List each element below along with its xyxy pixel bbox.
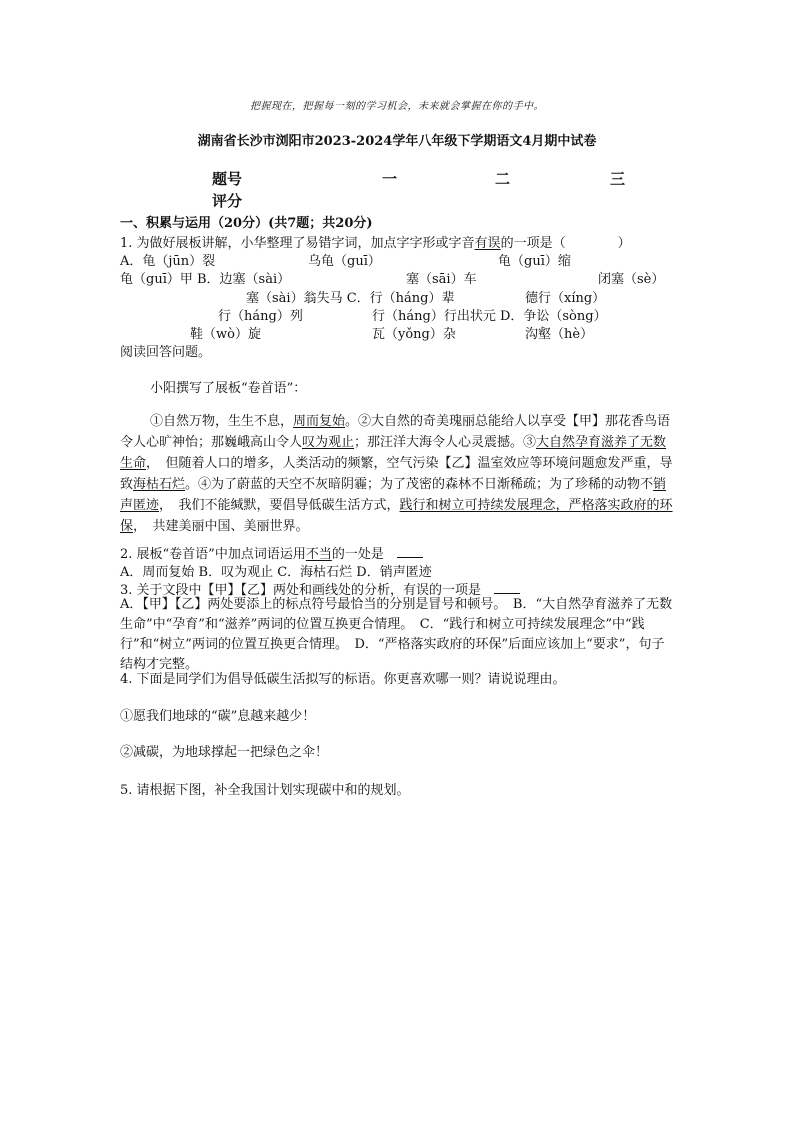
passage-seg-7: ， 共建美丽中国、美丽世界。 [133,519,309,534]
q1-option-c-1: 塞（sài）翁失马 C．行（háng）辈 [246,291,455,306]
q1-option-a-2: 乌龟（guī） [308,254,381,269]
q1-option-a-1: A．龟（jūn）裂 [120,254,216,269]
passage-underline-1: 周而复始 [293,414,346,429]
passage-underline-5: 销声匿迹 [120,477,667,513]
score-row-score: 评分 [212,192,243,210]
passage-seg-6: ， 我们不能缄默，要倡导低碳生活方式， [159,498,400,513]
passage-text [120,411,674,537]
q4-stem: 4. 下面是同学们为倡导低碳生活拟写的标语。你更喜欢哪一则？请说说理由。 [120,672,566,687]
score-col-1: 一 [382,170,398,188]
q1-option-d-3: 瓦（yǒng）杂 [372,327,456,342]
q2-stem [120,543,423,562]
passage-seg-1: ①自然万物，生生不息， [150,414,294,429]
q2-stem-a: 2. 展板“卷首语”中加点词语运用 [120,547,306,562]
passage-underline-3: 大自然孕育滋养了无数生命 [120,435,667,471]
q1-option-d-1: 行（háng）行出状元 D．争讼（sòng） [372,309,607,324]
q3-options: A．【甲】【乙】两处要添上的标点符号最恰当的分别是冒号和顿号。 B．“大自然孕育滋养了无数生命”中“孕育”和“滋养”两词的位置互换更合情理。 C．“践行和树立可持续发展理念”中“践行”和“树立”两词的位置互换更合情理。 D．“严格落实政府的环保”后面应该加上“要求”，句子结构才完整。 [120,597,673,672]
q1-option-d-4: 沟壑（hè） [525,327,594,342]
q2-options: A．周而复始 B．叹为观止 C．海枯石烂 D．销声匿迹 [120,565,432,580]
q2-answer-blank [397,545,423,558]
exam-title: 湖南省长沙市浏阳市2023-2024学年八年级下学期语文4月期中试卷 [197,134,597,149]
q1-option-b-1: 龟（guī）甲 B．边塞（sài） [120,272,291,287]
passage-seg-4: ， 但随着人口的增多，人类活动的频繁，空气污染【乙】温室效应等环境问题愈发严重，导致 [120,456,673,492]
score-col-2: 二 [495,170,511,188]
passage-seg-3: ；那汪洋大海令人心灵震撼。③ [354,435,537,450]
score-col-3: 三 [610,170,626,188]
q1-option-c-2: 德行（xíng） [525,291,606,306]
passage-underline-2: 叹为观止 [302,435,355,450]
score-row-label: 题号 [212,170,243,188]
q1-option-a-3: 龟（guī）缩 [498,254,571,269]
q1-option-b-3: 闭塞（sè） [598,272,665,287]
passage-seg-5: 。④为了蔚蓝的天空不灰暗阴霾；为了茂密的森林不日渐稀疏；为了珍稀的动物不 [185,477,654,492]
q5-stem: 5. 请根据下图，补全我国计划实现碳中和的规划。 [120,783,410,798]
section-1-heading: 一、积累与运用（20分）(共7题；共20分) [120,216,373,231]
q1-stem-b: 的一项是（ ） [500,236,631,251]
q1-stem-a: 1. 为做好展板讲解，小华整理了易错字词，加点字字形或字音 [120,236,475,251]
q4-slogan-2: ②减碳，为地球撑起一把绿色之伞！ [120,745,329,760]
q1-stem [120,232,631,251]
q1-option-c-3: 行（háng）列 [218,309,303,324]
page-motto: 把握现在，把握每一刻的学习机会，未来就会掌握在你的手中。 [250,101,544,112]
q4-slogan-1: ①愿我们地球的“碳”息越来越少！ [120,709,316,724]
q1-option-b-2: 塞（sāi）车 [406,272,477,287]
q3-stem-text: 3. 关于文段中【甲】【乙】两处和画线处的分析，有误的一项是 [120,583,495,598]
passage-seg-2: 。②大自然的奇美瑰丽总能给人以享受【甲】那花香鸟语令人心旷神怡；那巍峨高山令人 [120,414,671,450]
passage-underline-6: 践行和树立可持续发展理念，严格落实政府的环保 [120,498,673,534]
q2-stem-underline: 不当 [305,547,332,562]
q3-answer-blank [494,581,520,594]
q2-stem-b: 的一处是 [331,547,397,562]
passage-underline-4: 海枯石烂 [133,477,186,492]
q1-option-d-2: 鞋（wò）旋 [190,327,261,342]
passage-intro: 小阳撰写了展板“卷首语”： [150,381,307,396]
q1-stem-underline: 有误 [474,236,501,251]
reading-prompt: 阅读回答问题。 [120,345,212,360]
